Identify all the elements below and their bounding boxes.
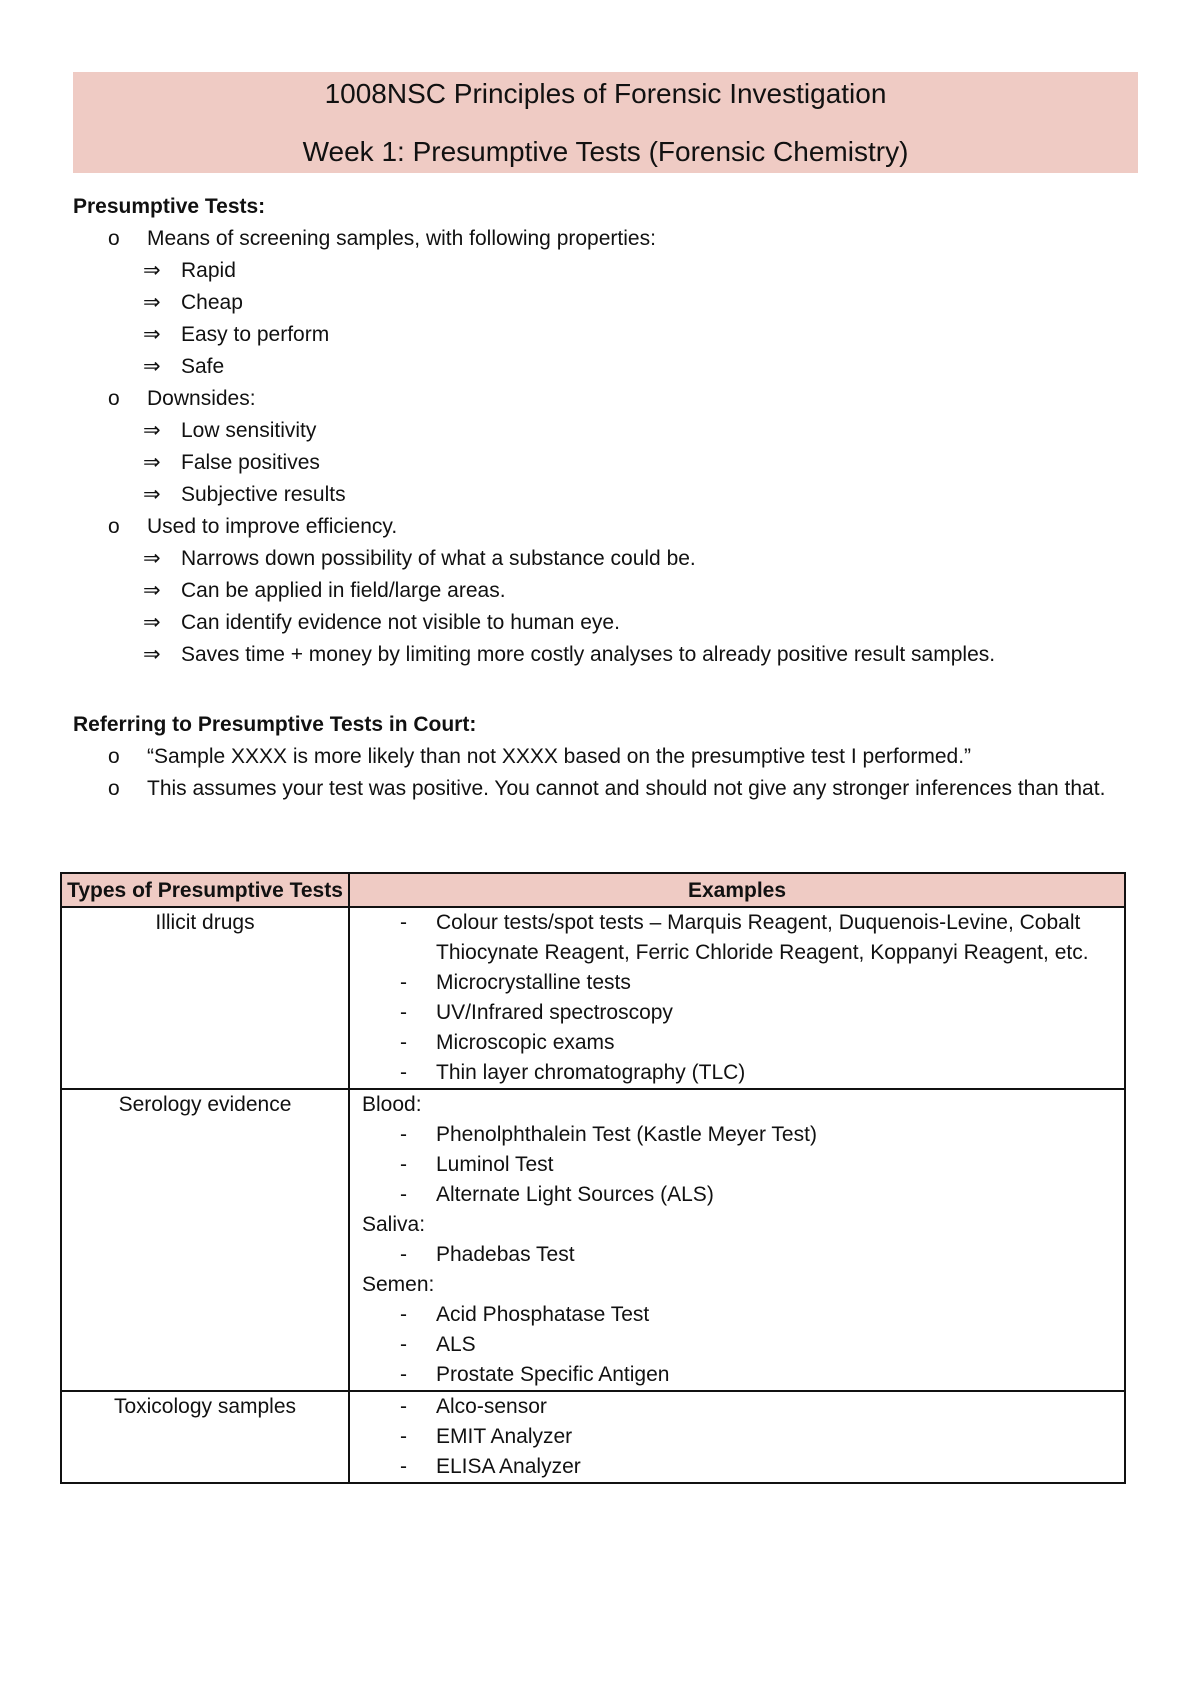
course-title: 1008NSC Principles of Forensic Investigation [324, 78, 887, 109]
list-item: - Phenolphthalein Test (Kastle Meyer Test) [400, 1123, 817, 1146]
list-item: - Thin layer chromatography (TLC) [400, 1061, 746, 1084]
list-item: o “Sample XXXX is more likely than not XXXX based on the presumptive test I performed.” [73, 741, 1143, 773]
list-item: o This assumes your test was positive. You cannot and should not give any stronger inferences than that. [73, 773, 1143, 805]
sub-list-item: ⇒ Can be applied in field/large areas. [73, 575, 1143, 607]
document-header [73, 72, 1138, 173]
week-title: Week 1: Presumptive Tests (Forensic Chemistry) [302, 136, 909, 167]
court-heading: Referring to Presumptive Tests in Court: [73, 713, 477, 736]
table-row [61, 1391, 1125, 1483]
list-item: o Means of screening samples, with following properties: [73, 223, 1143, 255]
table-row [61, 1089, 1125, 1391]
column-header-types: Types of Presumptive Tests [61, 873, 349, 907]
list-item: - EMIT Analyzer [400, 1425, 573, 1448]
table-row [61, 907, 1125, 1089]
examples-cell [349, 1089, 1125, 1391]
arrow-icon: ⇒ [143, 579, 161, 602]
sub-list-item: ⇒ Saves time + money by limiting more costly analyses to already positive result samples. [73, 639, 1143, 671]
bullet-icon: o [108, 515, 120, 538]
presumptive-tests-table [60, 872, 1126, 1484]
table-header-row [61, 873, 1125, 907]
sub-list-item: ⇒ Low sensitivity [73, 415, 1143, 447]
bullet-icon: o [108, 227, 120, 250]
court-section [73, 709, 1143, 805]
group-label: Saliva: [362, 1213, 426, 1236]
sub-list-item: ⇒ Safe [73, 351, 1143, 383]
list-item: - Prostate Specific Antigen [400, 1363, 670, 1386]
test-type: Illicit drugs [61, 907, 349, 1089]
arrow-icon: ⇒ [143, 547, 161, 570]
list-item: o Used to improve efficiency. [73, 511, 1143, 543]
arrow-icon: ⇒ [143, 291, 161, 314]
arrow-icon: ⇒ [143, 451, 161, 474]
arrow-icon: ⇒ [143, 483, 161, 506]
list-item: - Phadebas Test [400, 1243, 575, 1266]
arrow-icon: ⇒ [143, 323, 161, 346]
sub-list-item: ⇒ Narrows down possibility of what a substance could be. [73, 543, 1143, 575]
bullet-icon: o [108, 387, 120, 410]
list-item: - ALS [400, 1333, 476, 1356]
examples-cell [349, 907, 1125, 1089]
list-item: o Downsides: [73, 383, 1143, 415]
list-item: - Microcrystalline tests [400, 971, 631, 994]
sub-list-item: ⇒ Rapid [73, 255, 1143, 287]
arrow-icon: ⇒ [143, 259, 161, 282]
arrow-icon: ⇒ [143, 355, 161, 378]
sub-list-item: ⇒ Easy to perform [73, 319, 1143, 351]
examples-cell [349, 1391, 1125, 1483]
sub-list-item: ⇒ Can identify evidence not visible to human eye. [73, 607, 1143, 639]
test-type: Toxicology samples [61, 1391, 349, 1483]
sub-list-item: ⇒ Cheap [73, 287, 1143, 319]
presumptive-heading: Presumptive Tests: [73, 195, 266, 218]
sub-list-item: ⇒ Subjective results [73, 479, 1143, 511]
list-item: - Alco-sensor [400, 1395, 547, 1418]
group-label: Blood: [362, 1093, 422, 1116]
presumptive-section [73, 191, 1143, 671]
list-item: - UV/Infrared spectroscopy [400, 1001, 673, 1024]
column-header-examples: Examples [349, 873, 1125, 907]
list-item: - Alternate Light Sources (ALS) [400, 1183, 714, 1206]
list-item: - Microscopic exams [400, 1031, 615, 1054]
arrow-icon: ⇒ [143, 643, 161, 666]
list-item: - ELISA Analyzer [400, 1455, 581, 1478]
sub-list-item: ⇒ False positives [73, 447, 1143, 479]
group-label: Semen: [362, 1273, 435, 1296]
list-item: - Colour tests/spot tests – Marquis Reagent, Duquenois-Levine, Cobalt Thiocynate Reagent, Ferric Chloride Reagent, Koppanyi Reagent, etc. [400, 911, 1089, 964]
list-item: - Luminol Test [400, 1153, 554, 1176]
bullet-icon: o [108, 777, 120, 800]
list-item: - Acid Phosphatase Test [400, 1303, 650, 1326]
arrow-icon: ⇒ [143, 419, 161, 442]
test-type: Serology evidence [61, 1089, 349, 1391]
arrow-icon: ⇒ [143, 611, 161, 634]
bullet-icon: o [108, 745, 120, 768]
